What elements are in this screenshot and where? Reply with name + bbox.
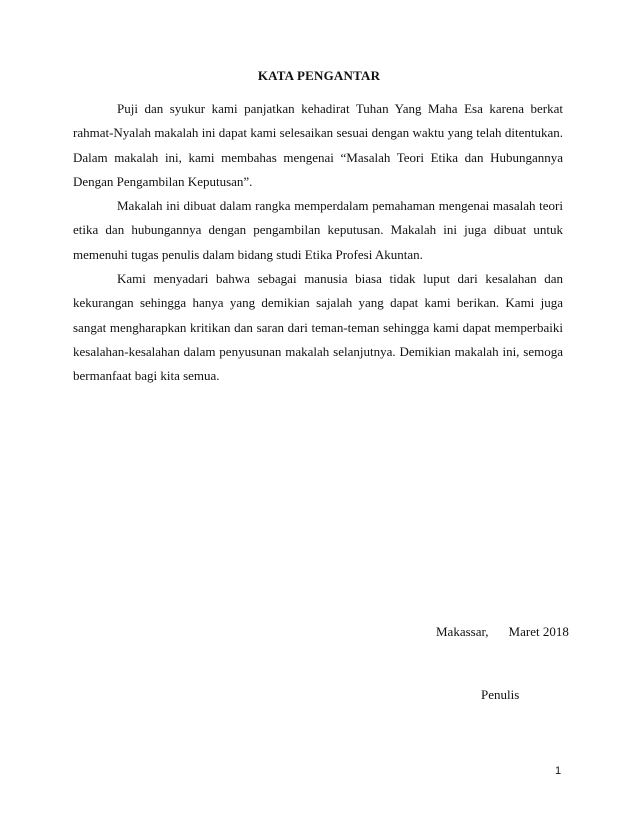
body-text	[73, 97, 563, 389]
paragraph-1: Puji dan syukur kami panjatkan kehadirat Tuhan Yang Maha Esa karena berkat rahmat-Nyalah makalah ini dapat kami selesaikan sesuai dengan waktu yang telah ditentukan. Dalam makalah ini, kami membahas mengenai “Masalah Teori Etika dan Hubungannya Dengan Pengambilan Keputusan”.	[73, 101, 563, 189]
closing-date: Maret 2018	[508, 624, 569, 639]
page-number: 1	[555, 765, 562, 777]
closing-place: Makassar,	[436, 624, 489, 639]
paragraph-2: Makalah ini dibuat dalam rangka memperdalam pemahaman mengenai masalah teori etika dan hubungannya dengan pengambilan keputusan. Makalah ini juga dibuat untuk memenuhi tugas penulis dalam bidang studi Etika Profesi Akuntan.	[73, 198, 563, 262]
page-title: KATA PENGANTAR	[257, 68, 381, 83]
signature: Penulis	[481, 687, 520, 702]
paragraph-3: Kami menyadari bahwa sebagai manusia biasa tidak luput dari kesalahan dan kekurangan sehingga hanya yang demikian sajalah yang dapat kami berikan. Kami juga sangat mengharapkan kritikan dan saran dari teman-teman sehingga kami dapat memperbaiki kesalahan-kesalahan dalam penyusunan makalah selanjutnya. Demikian makalah ini, semoga bermanfaat bagi kita semua.	[73, 271, 563, 384]
closing-place-date	[436, 624, 576, 640]
